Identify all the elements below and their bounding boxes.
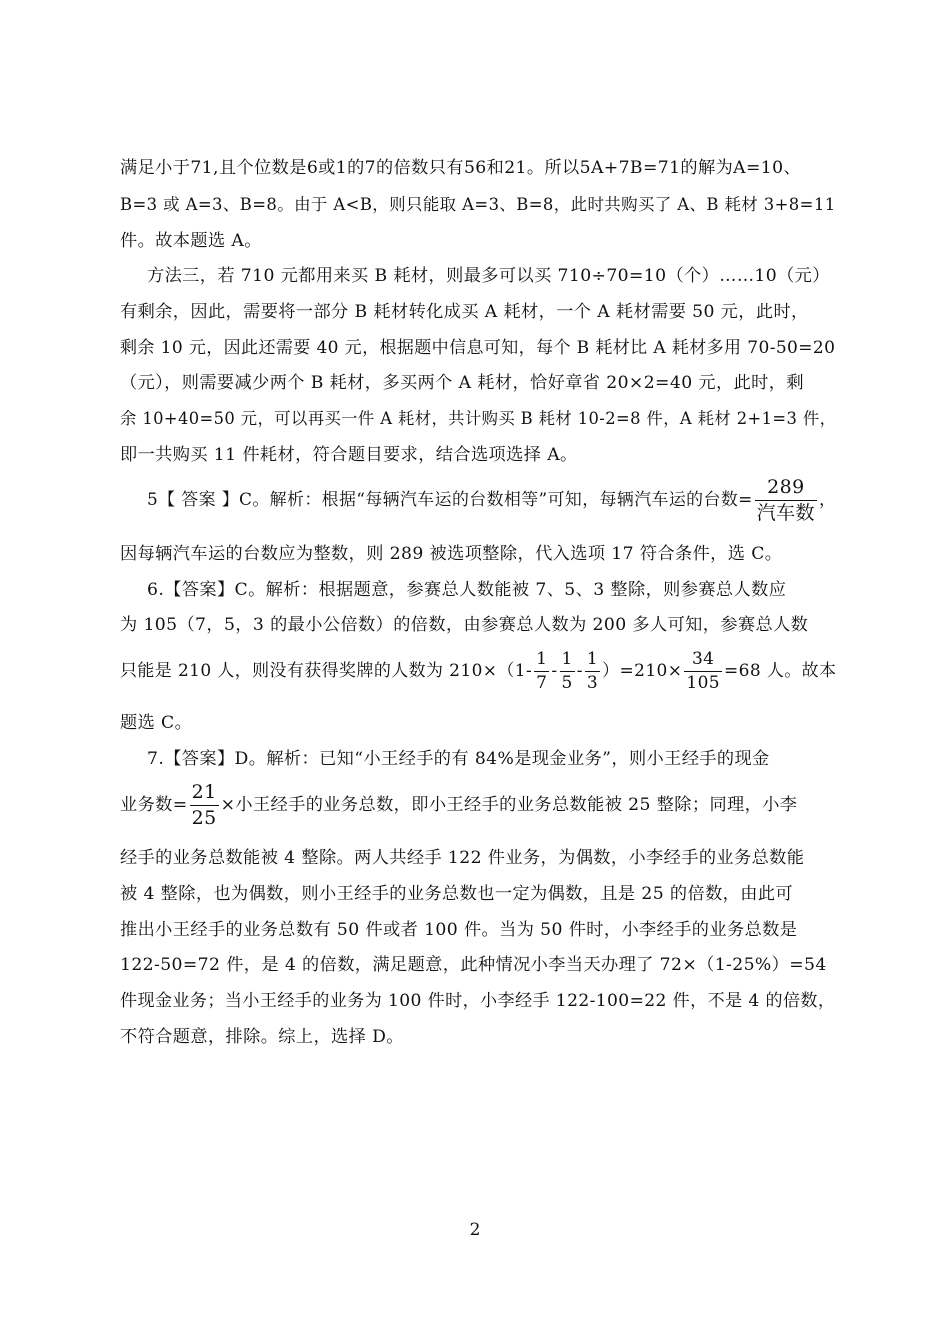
q6-line-4: 题选 C。 <box>120 713 193 733</box>
text-line: B=3 或 A=3、B=8。由于 A<B，则只能取 A=3、B=8，此时共购买了 A、B 耗材 3+8=11 <box>120 195 836 214</box>
q5-fraction <box>755 478 817 523</box>
fraction-numerator: 1 <box>585 651 600 672</box>
text-line: 122-50=72 件，是 4 的倍数，满足题意，此种情况小李当天办理了 72×（1-25%）=54 <box>120 955 827 975</box>
text-line: 不符合题意，排除。综上，选择 D。 <box>120 1027 404 1047</box>
q5-text-end: ， <box>818 489 837 509</box>
q6-fraction-1-7 <box>534 651 549 692</box>
text-line: 件现金业务；当小王经手的业务为 100 件时，小李经手 122-100=22 件，不是 4 的倍数， <box>120 991 836 1011</box>
fraction-denominator: 105 <box>686 673 721 693</box>
text-line: 件。故本题选 A。 <box>120 231 262 251</box>
q6-line-1: 6.【答案】C。解析：根据题意，参赛总人数能被 7、5、3 整除，则参赛总人数应 <box>147 580 787 600</box>
q7-line-2 <box>120 783 797 828</box>
fraction-denominator: 5 <box>561 673 573 693</box>
q6-fraction-1-5 <box>560 651 575 692</box>
fraction-denominator: 7 <box>536 673 548 693</box>
text-line: 即一共购买 11 件耗材，符合题目要求，结合选项选择 A。 <box>120 445 578 465</box>
fraction-denominator: 3 <box>586 673 599 693</box>
fraction-numerator: 34 <box>684 651 722 672</box>
q5-text: 5【 答案 】C。解析：根据“每辆汽车运的台数相等”可知，每辆汽车运的台数= <box>147 489 753 509</box>
fraction-numerator: 1 <box>534 651 549 672</box>
text-line: 满足小于71,且个位数是6或1的7的倍数只有56和21。所以5A+7B=71的解为A=10、 <box>120 158 802 178</box>
text-line: 余 10+40=50 元，可以再买一件 A 耗材，共计购买 B 耗材 10-2=8 件，A 耗材 2+1=3 件， <box>120 409 837 428</box>
q7-fraction-21-25 <box>190 783 219 828</box>
fraction-numerator: 289 <box>755 478 817 501</box>
minus-sign: - <box>576 661 583 681</box>
q6-line-2: 为 105（7，5，3 的最小公倍数）的倍数，由参赛总人数为 200 多人可知，参赛总人数 <box>120 615 809 635</box>
q7-line-1: 7.【答案】D。解析：已知“小王经手的有 84%是现金业务”，则小王经手的现金 <box>147 749 770 769</box>
fraction-numerator: 21 <box>190 783 219 806</box>
q6-text-end: =68 人。故本 <box>724 661 837 681</box>
q7-text: 业务数= <box>120 795 188 815</box>
q6-fraction-1-3 <box>585 651 600 692</box>
text-line: 推出小王经手的业务总数有 50 件或者 100 件。当为 50 件时，小李经手的业务总数是 <box>120 920 798 940</box>
fraction-numerator: 1 <box>560 651 575 672</box>
page-number: 2 <box>469 1220 481 1240</box>
minus-sign: - <box>551 661 558 681</box>
text-line: 经手的业务总数能被 4 整除。两人共经手 122 件业务，为偶数，小李经手的业务总数能 <box>120 848 805 868</box>
q5-line-2: 因每辆汽车运的台数应为整数，则 289 被选项整除，代入选项 17 符合条件，选 C。 <box>120 544 783 564</box>
q6-fraction-34-105 <box>684 651 722 692</box>
text-line: （元），则需要减少两个 B 耗材，多买两个 A 耗材，恰好章省 20×2=40 元，此时，剩 <box>120 373 804 393</box>
text-line: 有剩余，因此，需要将一部分 B 耗材转化成买 A 耗材，一个 A 耗材需要 50 元，此时， <box>120 302 809 322</box>
fraction-denominator: 汽车数 <box>756 502 815 524</box>
q6-text: 只能是 210 人，则没有获得奖牌的人数为 210×（1- <box>120 661 533 681</box>
q6-line-3 <box>120 651 836 692</box>
q5-line-1 <box>147 478 836 523</box>
text-line: 被 4 整除，也为偶数，则小王经手的业务总数也一定为偶数，且是 25 的倍数，由此可 <box>120 884 794 904</box>
text-line: 剩余 10 元，因此还需要 40 元，根据题中信息可知，每个 B 耗材比 A 耗材多用 70-50=20 <box>120 338 836 358</box>
q6-text: ）=210× <box>602 661 683 681</box>
text-line: 方法三，若 710 元都用来买 B 耗材，则最多可以买 710÷70=10（个）……10（元） <box>147 266 830 286</box>
q7-text: ×小王经手的业务总数，即小王经手的业务总数能被 25 整除；同理，小李 <box>220 795 798 815</box>
fraction-denominator: 25 <box>191 807 217 829</box>
